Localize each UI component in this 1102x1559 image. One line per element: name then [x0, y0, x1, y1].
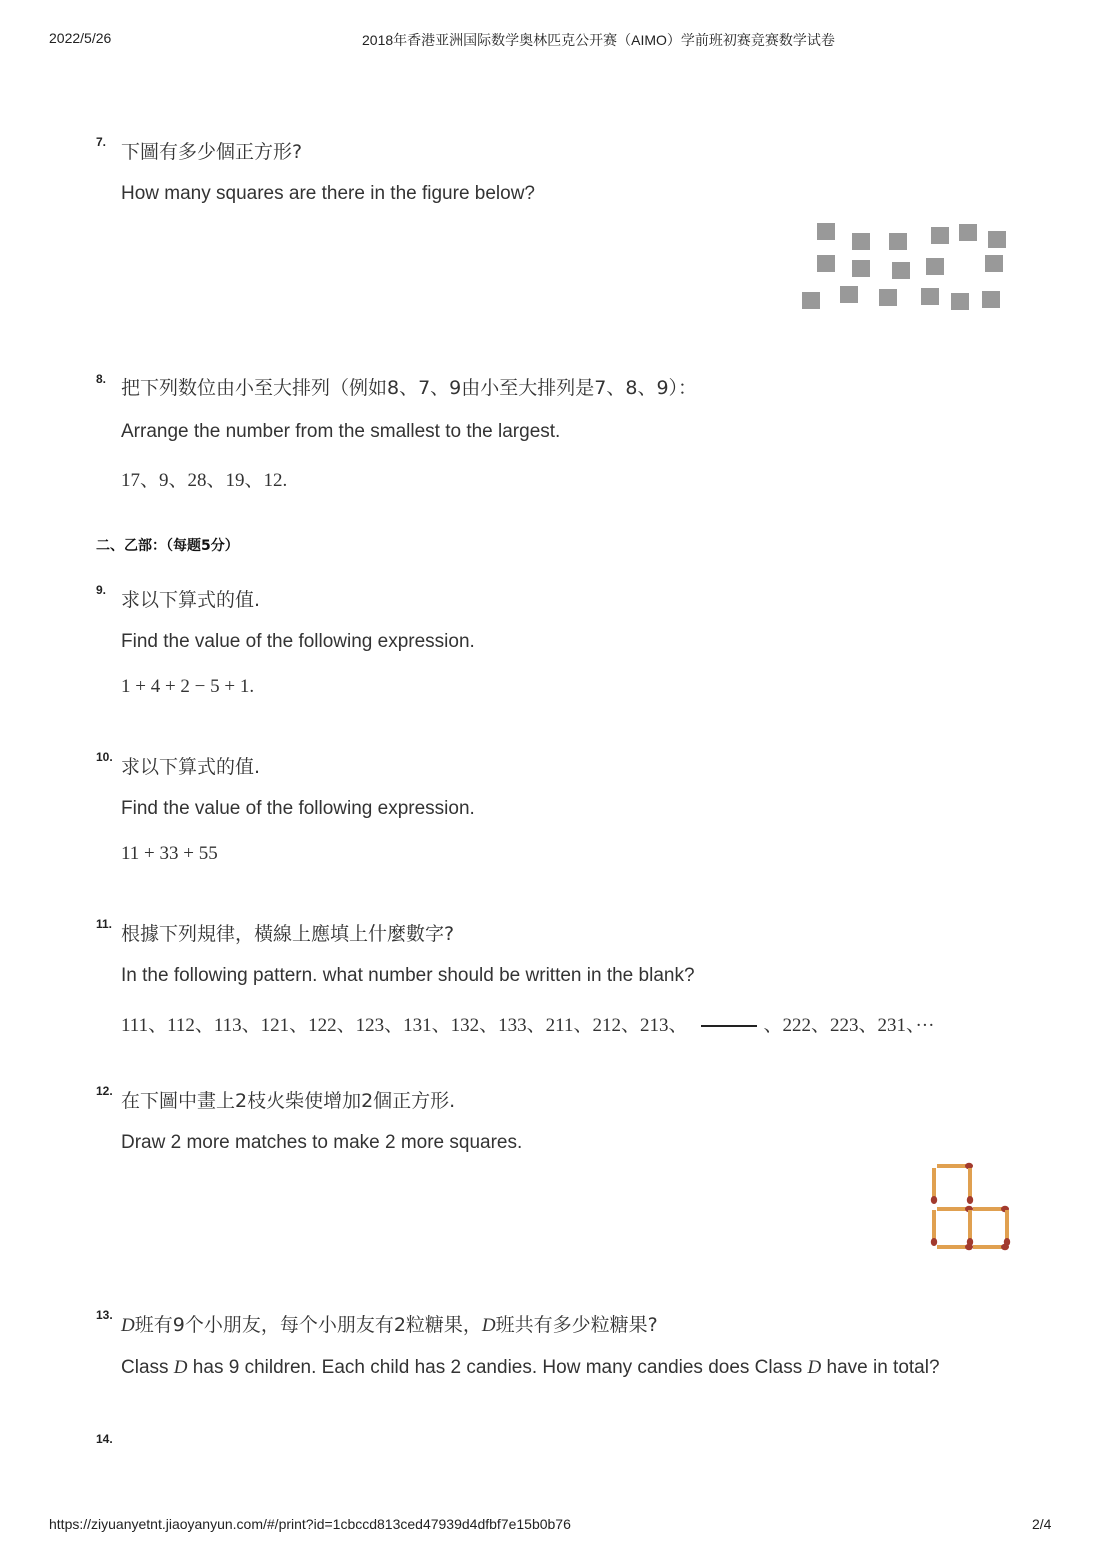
question-13-en-part: has 9 children. Each child has 2 candies. How many candies does Class [187, 1357, 808, 1378]
class-variable: D [481, 1315, 496, 1336]
match-bottom-left [937, 1244, 973, 1250]
class-variable: D [121, 1315, 135, 1336]
matchsticks-figure [928, 1160, 1018, 1255]
gray-square [985, 255, 1003, 272]
question-number-13: 13. [96, 1308, 113, 1322]
question-10-zh: 求以下算式的值. [121, 756, 261, 778]
match-left-lower [931, 1210, 937, 1246]
gray-square [926, 258, 944, 275]
question-number-7: 7. [96, 135, 107, 149]
gray-square [988, 231, 1006, 248]
question-10-en: Find the value of the following expression. [121, 798, 475, 819]
section-b-heading: 二、乙部：（每题5分） [96, 538, 239, 554]
question-8-zh: 把下列数位由小至大排列（例如8、7、9由小至大排列是7、8、9）： [121, 377, 698, 399]
question-11-en: In the following pattern. what number should be written in the blank? [121, 965, 695, 986]
question-8-en: Arrange the number from the smallest to the largest. [121, 421, 561, 442]
question-8-numbers: 17、9、28、19、12. [121, 470, 288, 491]
gray-square [879, 289, 897, 306]
question-12-zh: 在下圖中畫上2枝火柴使增加2個正方形. [121, 1090, 456, 1112]
print-date: 2022/5/26 [49, 30, 112, 46]
question-9-en: Find the value of the following expression. [121, 631, 475, 652]
question-number-9: 9. [96, 583, 107, 597]
question-7-zh: 下圖有多少個正方形? [121, 141, 303, 163]
match-center-lower [967, 1210, 973, 1246]
question-number-10: 10. [96, 750, 113, 764]
gray-square [892, 262, 910, 279]
answer-blank [701, 1025, 757, 1027]
question-13-en-part: have in total? [821, 1357, 940, 1378]
gray-square [959, 224, 977, 241]
question-number-12: 12. [96, 1084, 113, 1098]
question-number-11: 11. [96, 917, 113, 931]
match-left-upper [931, 1168, 937, 1204]
page-url: https://ziyuanyetnt.jiaoyanyun.com/#/print?id=1cbccd813ced47939d4dfbf7e15b0b76 [49, 1516, 571, 1532]
question-10-expression: 11 + 33 + 55 [121, 843, 218, 864]
gray-square [817, 223, 835, 240]
question-9-zh: 求以下算式的值. [121, 589, 261, 611]
question-number-14: 14. [96, 1432, 113, 1446]
pattern-before-blank: 111、112、113、121、122、123、131、132、133、211、212、213、 [121, 1015, 688, 1036]
match-middle-right [973, 1206, 1009, 1212]
question-13-zh [121, 1310, 658, 1337]
question-11-zh: 根據下列規律，橫線上應填上什麼數字? [121, 923, 455, 945]
gray-square [840, 286, 858, 303]
document-title: 2018年香港亚洲国际数学奥林匹克公开赛（AIMO）学前班初赛竞赛数学试卷 [362, 32, 835, 48]
gray-square [889, 233, 907, 250]
gray-square [802, 292, 820, 309]
match-right-lower [1004, 1210, 1010, 1246]
gray-square [982, 291, 1000, 308]
question-12-en: Draw 2 more matches to make 2 more squares. [121, 1132, 523, 1153]
question-13-zh-part: 班有9个小朋友，每个小朋友有2粒糖果， [134, 1314, 482, 1336]
gray-square [852, 233, 870, 250]
question-13-zh-part: 班共有多少粒糖果? [495, 1314, 658, 1336]
match-center-upper [967, 1168, 973, 1204]
gray-square [931, 227, 949, 244]
match-bottom-right [973, 1244, 1009, 1250]
gray-square [852, 260, 870, 277]
question-13-en [121, 1357, 940, 1379]
page-number: 2/4 [1032, 1516, 1052, 1532]
gray-square [951, 293, 969, 310]
match-middle-left [937, 1206, 973, 1212]
question-7-en: How many squares are there in the figure below? [121, 183, 536, 204]
class-variable: D [173, 1357, 188, 1378]
pattern-after-blank: 、222、223、231、··· [763, 1015, 935, 1036]
question-9-expression: 1 + 4 + 2 − 5 + 1. [121, 676, 255, 697]
gray-square [817, 255, 835, 272]
question-11-pattern [121, 1010, 934, 1037]
class-variable: D [807, 1357, 822, 1378]
match-top [937, 1163, 973, 1169]
question-13-en-part: Class [121, 1357, 174, 1378]
question-number-8: 8. [96, 372, 107, 386]
gray-square [921, 288, 939, 305]
